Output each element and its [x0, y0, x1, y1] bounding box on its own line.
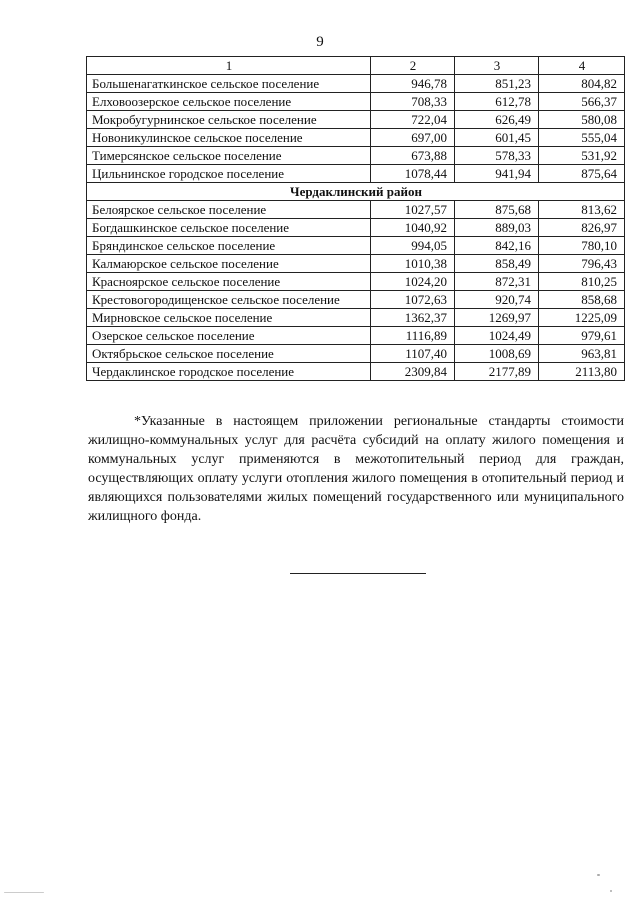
- settlement-name: Крестовогородищенское сельское поселение: [87, 291, 371, 309]
- value-col-4: 826,97: [539, 219, 625, 237]
- table-row: [87, 147, 625, 165]
- column-header-4: 4: [539, 57, 625, 75]
- settlement-name: Октябрьское сельское поселение: [87, 345, 371, 363]
- value-col-4: 810,25: [539, 273, 625, 291]
- value-col-2: 722,04: [371, 111, 455, 129]
- table-row: [87, 327, 625, 345]
- settlement-name: Мирновское сельское поселение: [87, 309, 371, 327]
- value-col-3: 2177,89: [455, 363, 539, 381]
- district-heading: Чердаклинский район: [87, 183, 625, 201]
- settlement-name: Калмаюрское сельское поселение: [87, 255, 371, 273]
- value-col-4: 2113,80: [539, 363, 625, 381]
- table-row: [87, 93, 625, 111]
- value-col-4: 580,08: [539, 111, 625, 129]
- value-col-4: 963,81: [539, 345, 625, 363]
- value-col-3: 1008,69: [455, 345, 539, 363]
- column-header-3: 3: [455, 57, 539, 75]
- value-col-3: 578,33: [455, 147, 539, 165]
- footnote-text: *Указанные в настоящем приложении региональные стандарты стоимости жилищно-коммунальных услуг для расчёта субсидий на оплату жилого помещения и коммунальных услуг применяются в межотопительный период для граждан, осуществляющих оплату услуги отопления жилого помещения в отопительный период и являющихся пользователями жилых помещений государственного или муниципального жилищного фонда.: [88, 414, 624, 524]
- value-col-3: 889,03: [455, 219, 539, 237]
- value-col-4: 555,04: [539, 129, 625, 147]
- value-col-4: 566,37: [539, 93, 625, 111]
- value-col-2: 1072,63: [371, 291, 455, 309]
- value-col-2: 994,05: [371, 237, 455, 255]
- scan-speck: [610, 890, 612, 892]
- settlement-name: Большенагаткинское сельское поселение: [87, 75, 371, 93]
- table-row: [87, 75, 625, 93]
- value-col-2: 1078,44: [371, 165, 455, 183]
- table-row: [87, 291, 625, 309]
- value-col-2: 1040,92: [371, 219, 455, 237]
- value-col-2: 1010,38: [371, 255, 455, 273]
- table-row: [87, 273, 625, 291]
- value-col-3: 920,74: [455, 291, 539, 309]
- value-col-3: 851,23: [455, 75, 539, 93]
- page-number: 9: [316, 34, 324, 50]
- settlement-name: Цильнинское городское поселение: [87, 165, 371, 183]
- value-col-4: 780,10: [539, 237, 625, 255]
- table-row: [87, 309, 625, 327]
- closing-rule: [290, 573, 426, 574]
- column-header-2: 2: [371, 57, 455, 75]
- value-col-2: 1107,40: [371, 345, 455, 363]
- settlement-name: Мокробугурнинское сельское поселение: [87, 111, 371, 129]
- value-col-3: 612,78: [455, 93, 539, 111]
- table-row: [87, 111, 625, 129]
- value-col-2: 673,88: [371, 147, 455, 165]
- value-col-2: 1024,20: [371, 273, 455, 291]
- table-header-row: [87, 57, 625, 75]
- column-header-1: 1: [87, 57, 371, 75]
- value-col-3: 1269,97: [455, 309, 539, 327]
- settlement-name: Озерское сельское поселение: [87, 327, 371, 345]
- value-col-2: 1027,57: [371, 201, 455, 219]
- table-row: [87, 345, 625, 363]
- table-row: [87, 363, 625, 381]
- settlement-name: Красноярское сельское поселение: [87, 273, 371, 291]
- value-col-4: 979,61: [539, 327, 625, 345]
- value-col-3: 872,31: [455, 273, 539, 291]
- table-row: [87, 237, 625, 255]
- value-col-4: 858,68: [539, 291, 625, 309]
- value-col-4: 531,92: [539, 147, 625, 165]
- scan-speck: [4, 892, 44, 893]
- settlement-name: Новоникулинское сельское поселение: [87, 129, 371, 147]
- table-row: [87, 201, 625, 219]
- value-col-4: 813,62: [539, 201, 625, 219]
- standards-table: [86, 56, 625, 381]
- table-row: [87, 255, 625, 273]
- value-col-2: 697,00: [371, 129, 455, 147]
- district-heading-row: [87, 183, 625, 201]
- value-col-2: 946,78: [371, 75, 455, 93]
- settlement-name: Тимерсянское сельское поселение: [87, 147, 371, 165]
- value-col-2: 1362,37: [371, 309, 455, 327]
- value-col-4: 1225,09: [539, 309, 625, 327]
- value-col-3: 875,68: [455, 201, 539, 219]
- value-col-4: 796,43: [539, 255, 625, 273]
- value-col-4: 875,64: [539, 165, 625, 183]
- value-col-2: 2309,84: [371, 363, 455, 381]
- value-col-2: 1116,89: [371, 327, 455, 345]
- scan-speck: [597, 874, 600, 876]
- settlement-name: Чердаклинское городское поселение: [87, 363, 371, 381]
- settlement-name: Бряндинское сельское поселение: [87, 237, 371, 255]
- value-col-3: 941,94: [455, 165, 539, 183]
- value-col-4: 804,82: [539, 75, 625, 93]
- settlement-name: Елховоозерское сельское поселение: [87, 93, 371, 111]
- value-col-3: 601,45: [455, 129, 539, 147]
- settlement-name: Белоярское сельское поселение: [87, 201, 371, 219]
- value-col-3: 1024,49: [455, 327, 539, 345]
- value-col-2: 708,33: [371, 93, 455, 111]
- table-row: [87, 165, 625, 183]
- value-col-3: 842,16: [455, 237, 539, 255]
- table-row: [87, 219, 625, 237]
- table-row: [87, 129, 625, 147]
- value-col-3: 858,49: [455, 255, 539, 273]
- settlement-name: Богдашкинское сельское поселение: [87, 219, 371, 237]
- value-col-3: 626,49: [455, 111, 539, 129]
